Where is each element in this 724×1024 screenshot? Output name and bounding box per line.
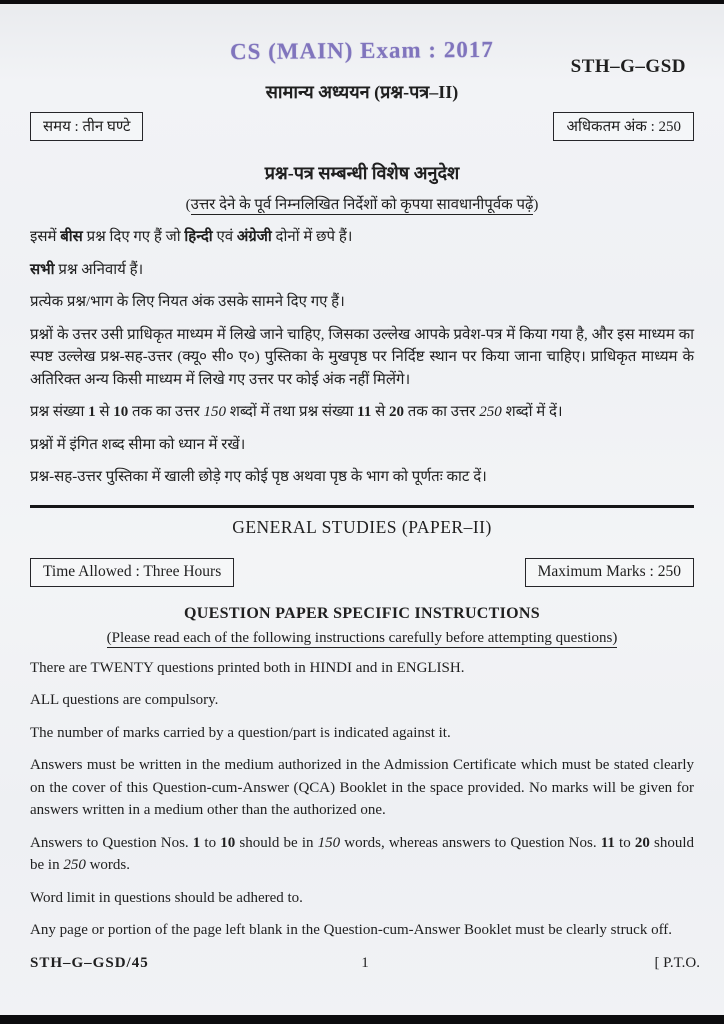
- hindi-subheading-underlined: उत्तर देने के पूर्व निम्नलिखित निर्देशों को कृपया सावधानीपूर्वक पढ़ें: [190, 197, 534, 213]
- text-segment: 10: [220, 834, 236, 851]
- hindi-instructions-subheading: [30, 194, 694, 214]
- text-segment: तक का उत्तर: [128, 404, 204, 420]
- text-segment: सभी: [30, 261, 55, 278]
- text-segment: प्रश्नों के उत्तर उसी प्राधिकृत माध्यम में लिखे जाने चाहिए, जिसका उल्लेख आपके प्रवेश-पत्र में किया गया है, और इस माध्यम का स्पष्ट उल्लेख प्रश्न-सह-उत्तर (क्यू० सी० ए०) पुस्तिका के मुखपृष्ठ पर निर्दिष्ट स्थान पर किया जाना चाहिए। प्राधिकृत माध्यम के अतिरिक्त अन्य किसी माध्यम में लिखे गए उत्तर पर कोई अंक नहीं मिलेंगे।: [30, 326, 694, 388]
- text-segment: प्रश्नों में इंगित शब्द सीमा को ध्यान में रखें।: [30, 436, 246, 453]
- instruction-paragraph: [30, 722, 694, 745]
- text-segment: should be in: [30, 834, 695, 873]
- text-segment: words, whereas answers to Question Nos.: [340, 834, 601, 851]
- text-segment: Answers to Question Nos.: [30, 834, 193, 851]
- english-instructions-heading: QUESTION PAPER SPECIFIC INSTRUCTIONS: [184, 604, 540, 622]
- text-segment: should be in: [235, 834, 318, 851]
- text-segment: इसमें: [30, 229, 61, 245]
- text-segment: 11: [357, 404, 372, 420]
- instruction-paragraph: [30, 832, 694, 877]
- text-segment: प्रश्न अनिवार्य हैं।: [54, 261, 144, 278]
- text-segment: Answers must be written in the medium authorized in the Admission Certificate which must be stated clearly on the cover of this Question-cum-Answer (QCA) Booklet in the space provided. No marks will be given for answers written in a medium other than the authorized one.: [30, 757, 694, 818]
- english-instructions-subheading: [30, 630, 694, 647]
- text-segment: words.: [85, 857, 130, 873]
- text-segment: एवं: [212, 229, 237, 245]
- instruction-paragraph: [30, 226, 694, 249]
- text-segment: 11: [600, 834, 615, 851]
- text-segment: बीस: [60, 229, 83, 245]
- footer-pto-label: [ P.T.O.: [654, 955, 700, 971]
- scan-edge-top: [0, 0, 724, 4]
- instruction-paragraph: [30, 919, 694, 942]
- text-segment: प्रश्न दिए गए हैं जो: [82, 229, 185, 245]
- text-segment: 1: [192, 834, 201, 851]
- text-segment: 20: [389, 404, 404, 420]
- text-segment: दोनों में छपे हैं।: [271, 229, 353, 245]
- text-segment: शब्दों में तथा प्रश्न संख्या: [225, 404, 358, 420]
- text-segment: अंग्रेजी: [236, 229, 272, 245]
- text-segment: 20: [634, 834, 650, 851]
- page-footer: [30, 955, 700, 972]
- text-segment: to: [614, 834, 635, 851]
- hindi-instructions-heading: प्रश्न-पत्र सम्बन्धी विशेष अनुदेश: [264, 163, 460, 183]
- instruction-paragraph: [30, 689, 694, 712]
- instruction-paragraph: [30, 887, 694, 910]
- english-instructions-list: [30, 657, 694, 942]
- paren-close: ): [533, 197, 539, 213]
- page-content: [0, 38, 724, 942]
- text-segment: ALL questions are compulsory.: [30, 692, 219, 708]
- text-segment: There are TWENTY questions printed both in HINDI and in ENGLISH.: [30, 659, 465, 676]
- hindi-meta-row: [30, 112, 694, 141]
- instruction-paragraph: [30, 754, 694, 822]
- text-segment: 10: [113, 404, 129, 420]
- text-segment: प्रत्येक प्रश्न/भाग के लिए नियत अंक उसके सामने दिए गए हैं।: [30, 294, 345, 310]
- instruction-paragraph: [30, 259, 694, 282]
- instruction-paragraph: [30, 466, 694, 489]
- paper-code: STH–G–GSD: [570, 56, 686, 77]
- english-subheading-underlined: (Please read each of the following instructions carefully before attempting questions): [106, 629, 618, 646]
- text-segment: से: [95, 404, 114, 420]
- maximum-marks-box-hindi: अधिकतम अंक : 250: [553, 112, 694, 141]
- text-segment: से: [371, 404, 389, 420]
- instruction-paragraph: [30, 324, 694, 392]
- maximum-marks-box: Maximum Marks : 250: [525, 558, 694, 587]
- footer-booklet-code: STH–G–GSD/45: [30, 955, 149, 971]
- text-segment: हिन्दी: [184, 229, 213, 245]
- text-segment: शब्दों में दें।: [501, 404, 563, 420]
- paren-open: (: [185, 197, 191, 213]
- text-segment: Any page or portion of the page left blank in the Question-cum-Answer Booklet must be clearly struck off.: [30, 922, 673, 938]
- english-meta-row: [30, 558, 694, 587]
- instruction-paragraph: [30, 291, 694, 314]
- instruction-paragraph: [30, 657, 694, 680]
- time-allowed-box-hindi: समय : तीन घण्टे: [30, 112, 143, 141]
- text-segment: 250: [479, 404, 502, 420]
- exam-stamp: CS (MAIN) Exam : 2017: [230, 36, 494, 65]
- footer-page-number: 1: [361, 955, 369, 971]
- text-segment: to: [200, 834, 221, 851]
- text-segment: Word limit in questions should be adhered to.: [30, 889, 303, 906]
- text-segment: तक का उत्तर: [404, 404, 480, 420]
- instruction-paragraph: [30, 401, 694, 424]
- hindi-paper-title: सामान्य अध्ययन (प्रश्न-पत्र–II): [265, 82, 459, 102]
- text-segment: 150: [203, 404, 226, 420]
- text-segment: 1: [88, 404, 96, 420]
- english-paper-title: GENERAL STUDIES (PAPER–II): [232, 516, 492, 537]
- instruction-paragraph: [30, 434, 694, 457]
- text-segment: प्रश्न संख्या: [30, 404, 89, 420]
- hindi-instructions-list: [30, 226, 694, 489]
- text-segment: 150: [317, 834, 341, 851]
- section-divider-rule: [30, 505, 694, 508]
- text-segment: The number of marks carried by a question/part is indicated against it.: [30, 724, 451, 741]
- text-segment: 250: [63, 857, 86, 873]
- text-segment: प्रश्न-सह-उत्तर पुस्तिका में खाली छोड़े गए कोई पृष्ठ अथवा पृष्ठ के भाग को पूर्णतः काट दें।: [30, 469, 487, 485]
- time-allowed-box: Time Allowed : Three Hours: [30, 558, 234, 587]
- scan-edge-bottom: [0, 1015, 724, 1024]
